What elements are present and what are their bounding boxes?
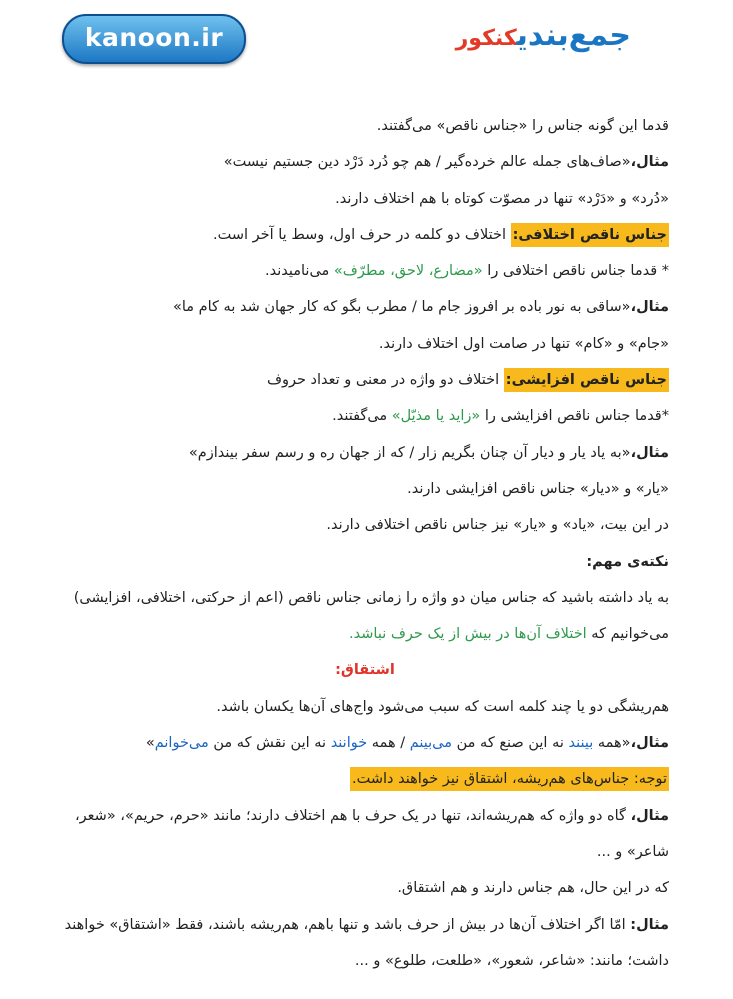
text-line: «دُرد» و «دَرْد» تنها در مصوّت کوتاه با هم اختلاف دارند. bbox=[335, 190, 669, 207]
text-line: *قدما جناس ناقص افزایشی را «زاید یا مذیّل» می‌گفتند. bbox=[332, 408, 669, 425]
text-line: جناس ناقص افزایشی: اختلاف دو واژه در معنی و تعداد حروف bbox=[61, 362, 669, 398]
highlight-heading: جناس ناقص اختلافی: bbox=[511, 223, 669, 247]
text-line: مثال،«صاف‌های جمله عالم خرده‌گیر / هم چو دُرد دَرْد دین جستیم نیست» bbox=[223, 154, 669, 171]
text-line: مثال، گاه دو واژه که هم‌ریشه‌اند، تنها در یک حرف با هم اختلاف دارند؛ مانند «حرم، حریم»، «شعر، bbox=[75, 807, 669, 824]
highlight-heading: جناس ناقص افزایشی: bbox=[504, 368, 669, 392]
section-heading: اشتقاق: bbox=[335, 662, 395, 679]
text-line: که در این حال، هم جناس دارند و هم اشتقاق. bbox=[397, 880, 669, 897]
document-body bbox=[61, 108, 669, 979]
highlight-note: توجه: جناس‌های هم‌ریشه، اشتقاق نیز خواهند داشت. bbox=[350, 767, 669, 791]
text-line: * قدما جناس ناقص اختلافی را «مضارع، لاحق، مطرّف» می‌نامیدند. bbox=[264, 263, 669, 280]
text-line: به یاد داشته باشید که جناس میان دو واژه را زمانی جناس ناقص (اعم از حرکتی، اختلافی، افزایشی) bbox=[73, 589, 669, 606]
page-header bbox=[0, 0, 733, 80]
text-line: هم‌ریشگی دو یا چند کلمه است که سبب می‌شود واج‌های آن‌ها یکسان باشد. bbox=[216, 698, 669, 715]
text-line: در این بیت، «یاد» و «یار» نیز جناس ناقص اختلافی دارند. bbox=[326, 517, 669, 534]
brand-title bbox=[456, 18, 631, 53]
brand-title-part1: جمع‌بندی bbox=[516, 18, 631, 53]
text-line: قدما این گونه جناس را «جناس ناقص» می‌گفتند. bbox=[376, 118, 669, 134]
text-line: می‌خوانیم که اختلاف آن‌ها در بیش از یک حرف نباشد. bbox=[349, 626, 669, 643]
text-line: مثال،«به یاد یار و دیار آن چنان بگریم زار / که از جهان ره و رسم سفر بیندازم» bbox=[188, 444, 669, 461]
text-line: داشت؛ مانند: «شاعر، شعور»، «طلعت، طلوع» و ... bbox=[354, 952, 669, 969]
text-line bbox=[61, 761, 669, 797]
text-line: «جام» و «کام» تنها در صامت اول اختلاف دارند. bbox=[378, 335, 669, 352]
brand-title-part2: کنکور bbox=[455, 26, 517, 51]
section-heading: نکته‌ی مهم: bbox=[586, 553, 669, 570]
text-line: جناس ناقص اختلافی: اختلاف دو کلمه در حرف اول، وسط یا آخر است. bbox=[61, 217, 669, 253]
text-line: «یار» و «دیار» جناس ناقص افزایشی دارند. bbox=[407, 480, 669, 497]
text-line: شاعر» و ... bbox=[596, 843, 669, 860]
text-line: مثال: امّا اگر اختلاف آن‌ها در بیش از حرف باشد و تنها باهم، هم‌ریشه باشند، فقط «اشتقاق» خواهند bbox=[64, 916, 669, 933]
kanoon-logo[interactable]: kanoon.ir bbox=[62, 14, 246, 64]
text-line: مثال،«ساقی به نور باده بر افروز جام ما / مطرب بگو که کار جهان شد به کام ما» bbox=[172, 299, 669, 316]
text-line: مثال،«همه بینند نه این صنع که من می‌بینم / همه خوانند نه این نقش که من می‌خوانم» bbox=[145, 735, 669, 752]
